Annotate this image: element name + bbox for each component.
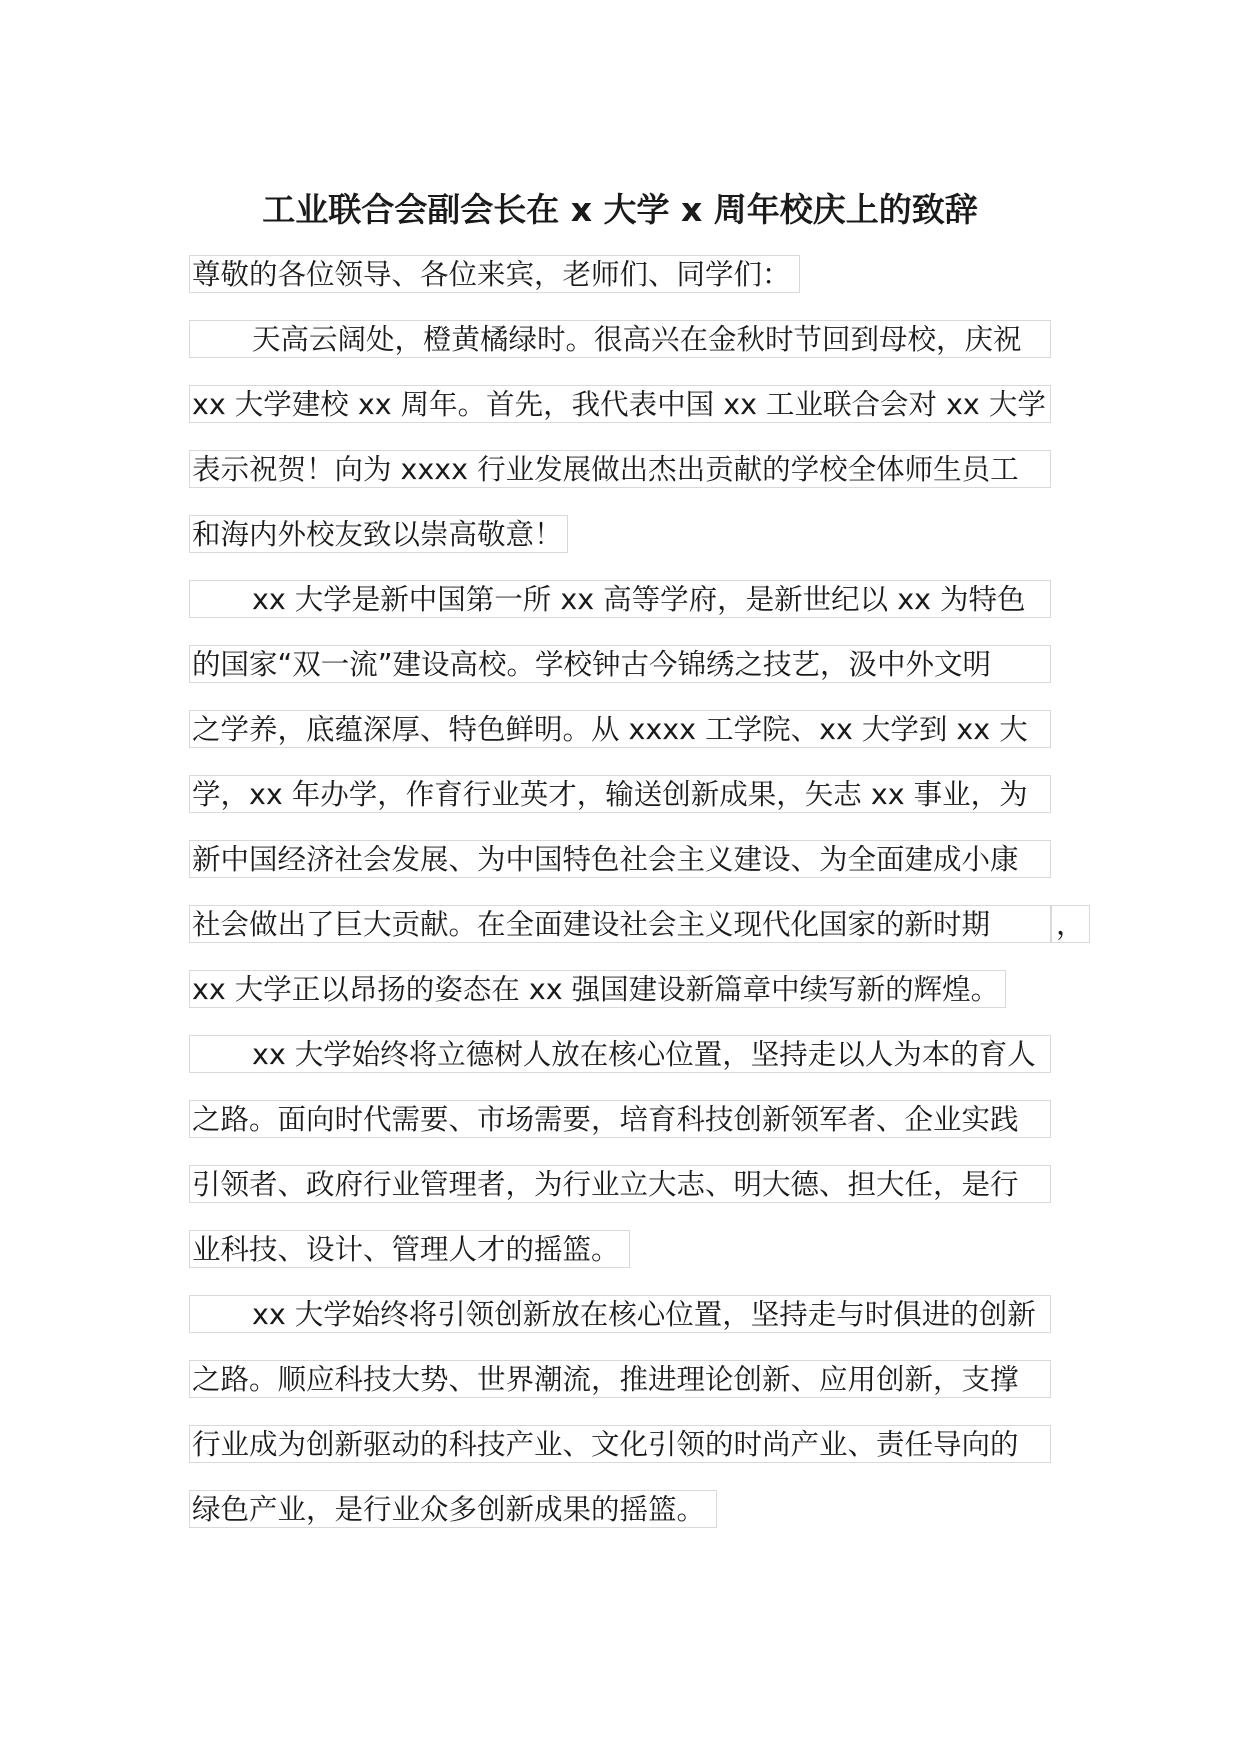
paragraph-2-line-7: xx 大学正以昂扬的姿态在 xx 强国建设新篇章中续写新的辉煌。 [189,970,1006,1008]
paragraph-3-line-1: xx 大学始终将立德树人放在核心位置，坚持走以人为本的育人 [189,1035,1051,1073]
document-title: 工业联合会副会长在 x 大学 x 周年校庆上的致辞 [262,190,978,229]
paragraph-4-line-4: 绿色产业，是行业众多创新成果的摇篮。 [189,1490,717,1528]
paragraph-2-line-3: 之学养，底蕴深厚、特色鲜明。从 xxxx 工学院、xx 大学到 xx 大 [189,710,1051,748]
paragraph-3-line-4: 业科技、设计、管理人才的摇篮。 [189,1230,630,1268]
paragraph-4-line-1: xx 大学始终将引领创新放在核心位置，坚持走与时俱进的创新 [189,1295,1051,1333]
paragraph-1-line-1: 天高云阔处，橙黄橘绿时。很高兴在金秋时节回到母校，庆祝 [189,320,1051,358]
paragraph-2-line-6-tail: ， [1051,905,1090,943]
paragraph-2-line-2: 的国家“双一流”建设高校。学校钟古今锦绣之技艺，汲中外文明 [189,645,1051,683]
paragraph-4-line-3: 行业成为创新驱动的科技产业、文化引领的时尚产业、责任导向的 [189,1425,1051,1463]
paragraph-2-line-1: xx 大学是新中国第一所 xx 高等学府，是新世纪以 xx 为特色 [189,580,1051,618]
paragraph-1-line-4: 和海内外校友致以崇高敬意！ [189,515,568,553]
paragraph-2-line-4: 学，xx 年办学，作育行业英才，输送创新成果，矢志 xx 事业，为 [189,775,1051,813]
paragraph-2-line-5: 新中国经济社会发展、为中国特色社会主义建设、为全面建成小康 [189,840,1051,878]
paragraph-2-line-6: 社会做出了巨大贡献。在全面建设社会主义现代化国家的新时期 [189,905,1051,943]
paragraph-1-line-2: xx 大学建校 xx 周年。首先，我代表中国 xx 工业联合会对 xx 大学 [189,385,1051,423]
paragraph-3-line-3: 引领者、政府行业管理者，为行业立大志、明大德、担大任，是行 [189,1165,1051,1203]
paragraph-4-line-2: 之路。顺应科技大势、世界潮流，推进理论创新、应用创新，支撑 [189,1360,1051,1398]
paragraph-1-line-3: 表示祝贺！向为 xxxx 行业发展做出杰出贡献的学校全体师生员工 [189,450,1051,488]
paragraph-3-line-2: 之路。面向时代需要、市场需要，培育科技创新领军者、企业实践 [189,1100,1051,1138]
greeting-line: 尊敬的各位领导、各位来宾，老师们、同学们： [189,255,800,293]
